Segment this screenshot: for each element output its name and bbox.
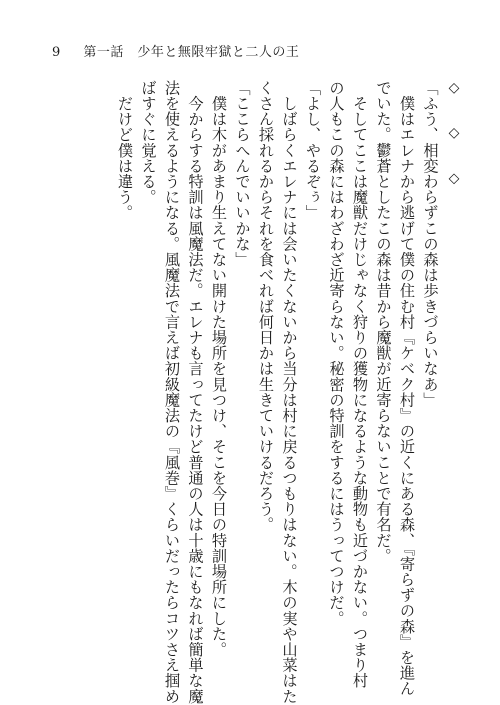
text-line: ばすぐに覚える。 [139,80,158,205]
text-line: 僕は木があまり生えてない開けた場所を見つけ、そこを今日の特訓場所にした。 [210,80,228,658]
text-line: しばらくエレナには会いたくないから当分は村に戻るつもりはない。木の実や山菜はた [280,80,299,704]
text-line: 「ふう、相変わらずこの森は歩きづらいなあ」 [421,80,440,408]
text-line: でいた。鬱蒼としたこの森は昔から魔獣が近寄らないことで有名だ。 [374,80,393,564]
text-line: 法を使えるようになる。風魔法で言えば初級魔法の『風巻』くらいだったらコツさえ掴め [163,80,181,704]
text-line: 「よし、やるぞぅ」 [304,80,322,221]
page-number: 9 [52,45,61,60]
text-line: 「ここらへんでいいかな」 [233,80,252,268]
text-line: 今からする特訓は風魔法だ。エレナも言ってたけど普通の人は十歳にもなれば簡単な魔 [186,80,205,704]
section-separator: ◇ ◇ ◇ [446,80,462,187]
text-line: そしてここは魔獣だけじゃなく狩りの獲物になるような動物も近づかない。つまり村 [351,80,369,689]
vertical-body-text [40,80,465,704]
page-header [52,41,299,60]
text-line: の人もこの森にはわざわざ近寄らない。秘密の特訓をするにはうってつけだ。 [327,80,346,626]
text-line: 僕はエレナから逃げて僕の住む村『ケベク村』の近くにある森、『寄らずの森』を進ん [398,80,416,697]
text-line: くさん採れるからそれを食べれば何日かは生きていけるだろう。 [257,80,275,533]
text-line: だけど僕は違う。 [116,80,134,221]
chapter-title: 第一話 少年と無限牢獄と二人の王 [83,45,300,60]
